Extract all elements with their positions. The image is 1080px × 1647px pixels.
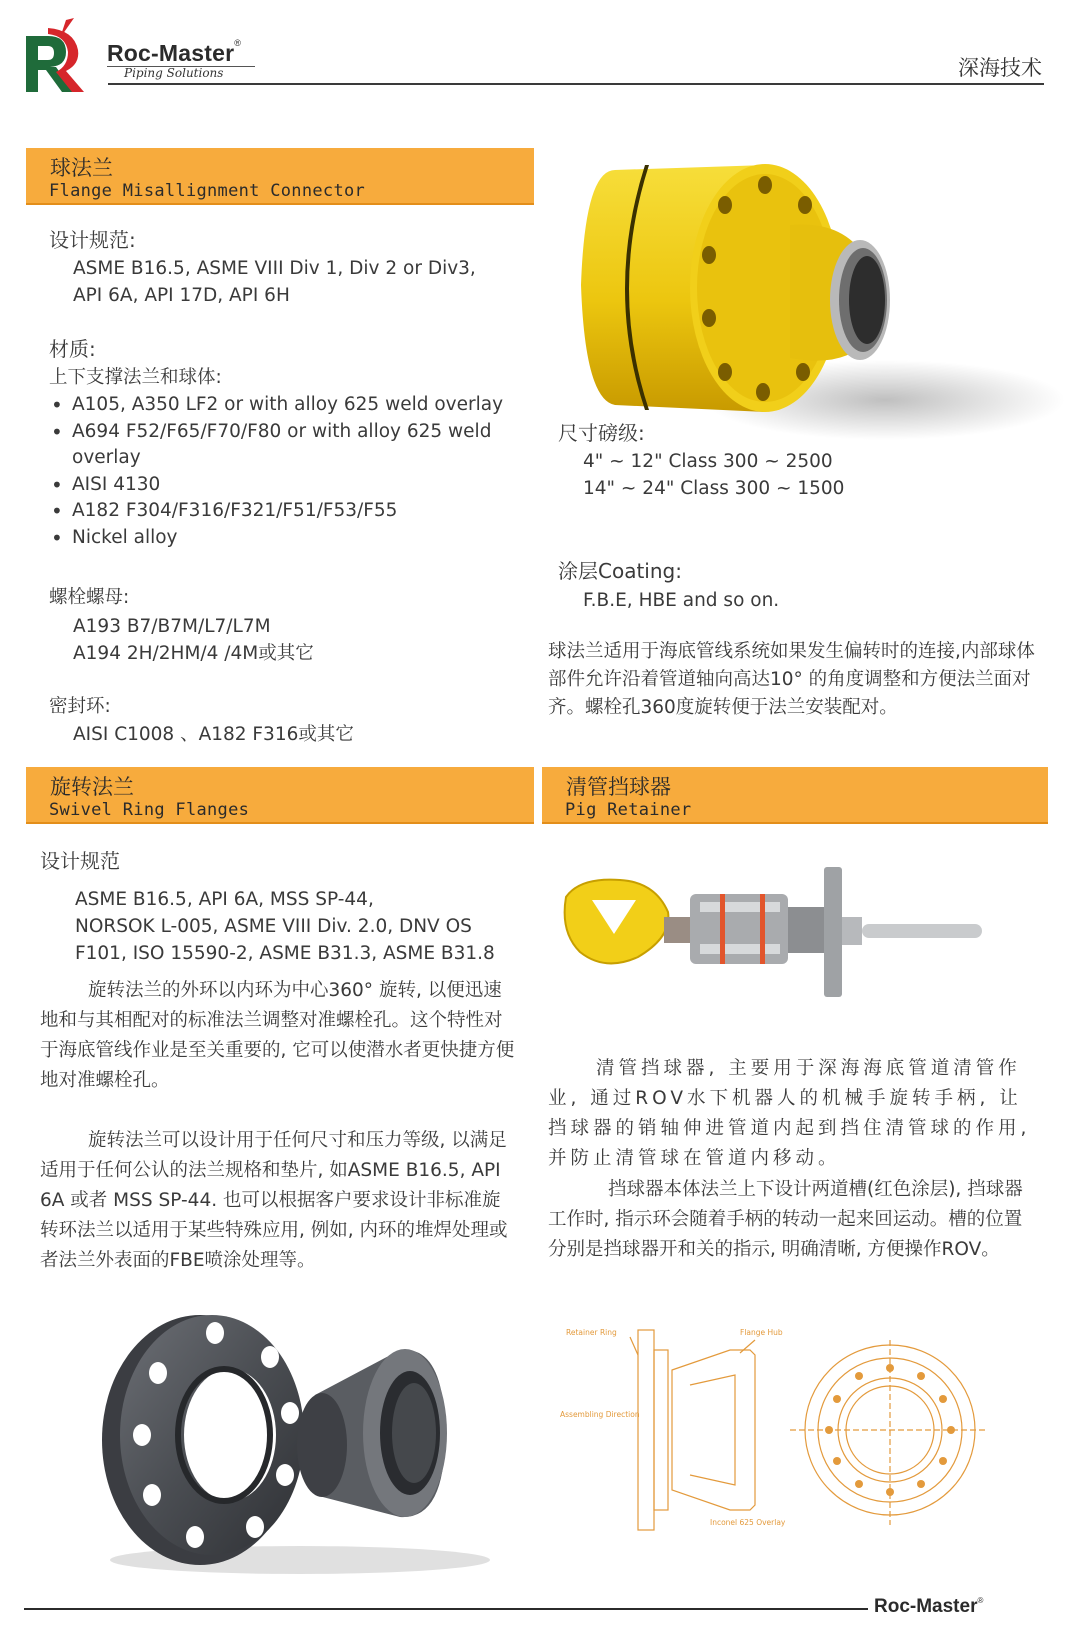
section-bar-pig-retainer bbox=[542, 767, 1048, 824]
size-line: 4" ~ 12" Class 300 ~ 2500 bbox=[583, 451, 833, 472]
section-title-cn: 清管挡球器 bbox=[566, 775, 671, 799]
drawing-label: Retainer Ring bbox=[566, 1328, 617, 1337]
ball-flange-description: 球法兰适用于海底管线系统如果发生偏转时的连接,内部球体部件允许沿着管道轴向高达10° 的角度调整和方便法兰面对齐。螺栓孔360度旋转便于法兰安装配对。 bbox=[548, 641, 1035, 718]
swivel-flange-image bbox=[100, 1305, 500, 1575]
design-spec-line: NORSOK L-005, ASME VIII Div. 2.0, DNV OS bbox=[75, 916, 472, 937]
pig-retainer-image bbox=[560, 862, 1000, 1012]
section-bar-ball-flange bbox=[26, 148, 534, 205]
design-spec-line: F101, ISO 15590-2, ASME B31.3, ASME B31.8 bbox=[75, 943, 495, 964]
list-item: • A105, A350 LF2 or with alloy 625 weld overlay bbox=[49, 392, 519, 419]
design-spec-label: 设计规范 bbox=[40, 849, 120, 873]
section-title-en: Flange Misallignment Connector bbox=[49, 181, 366, 201]
drawing-label: Flange Hub bbox=[740, 1328, 783, 1337]
drawing-label: Assembling Direction bbox=[560, 1410, 640, 1419]
swivel-paragraph-2: 旋转法兰可以设计用于任何尺寸和压力等级, 以满足适用于任何公认的法兰规格和垫片, 如ASME B16.5, API 6A 或者 MSS SP-44. 也可以根据客户要求设计非标准旋转环法兰以适用于某些特殊应用, 例如, 内环的堆焊处理或者法兰外表面的FBE喷涂处理等。 bbox=[40, 1130, 508, 1271]
section-bar-swivel bbox=[26, 767, 534, 824]
ball-flange-image bbox=[585, 150, 1065, 450]
section-title-en: Pig Retainer bbox=[565, 800, 692, 820]
material-sublabel: 上下支撑法兰和球体: bbox=[49, 367, 222, 388]
design-spec-label: 设计规范: bbox=[49, 228, 136, 252]
seal-line: AISI C1008 、A182 F316或其它 bbox=[73, 724, 354, 745]
brand-tagline: Piping Solutions bbox=[124, 66, 224, 80]
footer-rule bbox=[24, 1608, 868, 1610]
material-label: 材质: bbox=[49, 337, 96, 361]
roc-master-logo-icon bbox=[22, 18, 86, 94]
list-item: • A182 F304/F316/F321/F51/F53/F55 bbox=[49, 498, 519, 525]
design-spec-line: ASME B16.5, API 6A, MSS SP-44, bbox=[75, 889, 374, 910]
size-label: 尺寸磅级: bbox=[558, 421, 645, 445]
bolt-line: A193 B7/B7M/L7/L7M bbox=[73, 616, 271, 637]
section-title-cn: 球法兰 bbox=[50, 156, 113, 180]
section-title-en: Swivel Ring Flanges bbox=[49, 800, 250, 820]
seal-label: 密封环: bbox=[49, 696, 111, 717]
footer-brand: Roc-Master® bbox=[874, 1596, 984, 1617]
coating-label: 涂层Coating: bbox=[558, 559, 682, 583]
bolt-line: A194 2H/2HM/4 /4M或其它 bbox=[73, 643, 314, 664]
material-list bbox=[49, 392, 519, 551]
swivel-paragraph-1: 旋转法兰的外环以内环为中心360° 旋转, 以便迅速地和与其相配对的标准法兰调整对准螺栓孔。这个特性对于海底管线作业是至关重要的, 它可以使潜水者更快捷方便地对准螺栓孔。 bbox=[40, 980, 515, 1091]
list-item: • AISI 4130 bbox=[49, 472, 519, 499]
brand-name: Roc-Master® bbox=[107, 38, 242, 66]
design-spec-line: API 6A, API 17D, API 6H bbox=[73, 285, 290, 306]
pig-paragraph-1: 清管挡球器, 主要用于深海海底管道清管作业, 通过ROV水下机器人的机械手旋转手柄, 让挡球器的销轴伸进管道内起到挡住清管球的作用, 并防止清管球在管道内移动。 bbox=[548, 1058, 1031, 1169]
pig-paragraph-2: 挡球器本体法兰上下设计两道槽(红色涂层), 挡球器工作时, 指示环会随着手柄的转动一起来回运动。槽的位置分别是挡球器开和关的指示, 明确清晰, 方便操作ROV。 bbox=[548, 1179, 1023, 1260]
drawing-label: Inconel 625 Overlay bbox=[710, 1518, 786, 1527]
section-title-cn: 旋转法兰 bbox=[50, 775, 134, 799]
header-rule bbox=[108, 83, 1044, 85]
bolt-label: 螺栓螺母: bbox=[49, 587, 130, 608]
coating-line: F.B.E, HBE and so on. bbox=[583, 590, 780, 611]
design-spec-line: ASME B16.5, ASME VIII Div 1, Div 2 or Div3, bbox=[73, 258, 476, 279]
list-item: • Nickel alloy bbox=[49, 525, 519, 552]
list-item: • A694 F52/F65/F70/F80 or with alloy 625 weld overlay bbox=[49, 419, 519, 472]
pig-retainer-drawing bbox=[560, 1325, 990, 1535]
size-line: 14" ~ 24" Class 300 ~ 1500 bbox=[583, 478, 845, 499]
page-category-title: 深海技术 bbox=[958, 56, 1042, 80]
